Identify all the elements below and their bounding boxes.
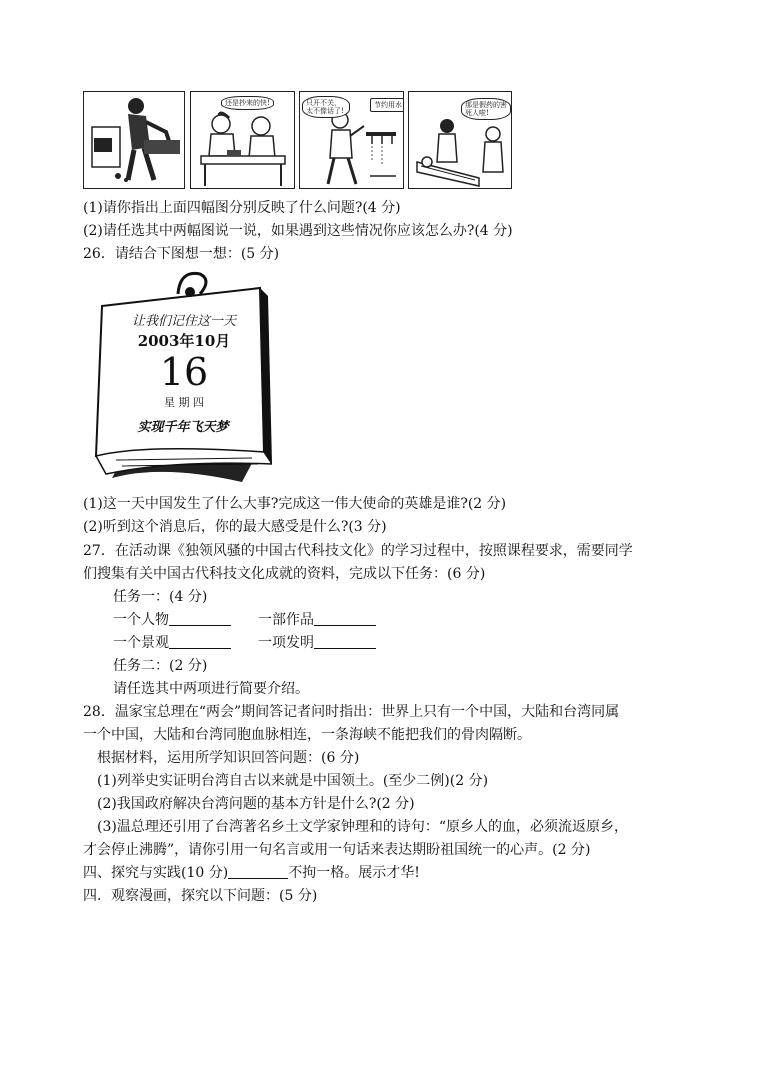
section-4-suffix: 不拘一格。展示才华! bbox=[288, 865, 420, 881]
person-blank[interactable] bbox=[169, 611, 231, 626]
speech-bubble: 那是假药的害死人啦! bbox=[461, 98, 511, 120]
q28-line-1: 28．温家宝总理在“两会”期间答记者问时指出：世界上只有一个中国，大陆和台湾同属 bbox=[83, 704, 620, 720]
speech-bubble: 只开不关，太不像话了! bbox=[302, 96, 350, 118]
q27-row-1 bbox=[113, 610, 231, 630]
q28-line-3: 根据材料，运用所学知识回答问题：(6 分) bbox=[97, 750, 360, 766]
q27-line-2: 们搜集有关中国古代科技文化成就的资料，完成以下任务：(6 分) bbox=[83, 566, 486, 582]
section-4-blank[interactable] bbox=[228, 864, 288, 879]
comic-panel-2 bbox=[190, 91, 295, 189]
calendar-slogan: 实现千年飞天梦 bbox=[137, 420, 229, 435]
comic-litter-illustration bbox=[84, 92, 184, 188]
q-observe-comic: 四．观察漫画，探究以下问题：(5 分) bbox=[83, 888, 318, 904]
calendar-illustration bbox=[82, 268, 272, 490]
q27-task-1: 任务一：(4 分) bbox=[113, 589, 208, 605]
q28-item-1: (1)列举史实证明台湾自古以来就是中国领土。(至少二例)(2 分) bbox=[97, 773, 489, 789]
q27-row-1b bbox=[258, 610, 376, 630]
calendar-day: 16 bbox=[159, 350, 209, 394]
q26-title: 26．请结合下图想一想：(5 分) bbox=[83, 246, 280, 262]
q27-task-2-desc: 请任选其中两项进行简要介绍。 bbox=[113, 681, 309, 697]
section-4-prefix: 四、探究与实践(10 分) bbox=[83, 865, 229, 881]
q27-row-2 bbox=[113, 633, 231, 653]
q26-item-2: (2)听到这个消息后，你的最大感受是什么?(3 分) bbox=[83, 519, 387, 535]
q27-task-2: 任务二：(2 分) bbox=[113, 658, 208, 674]
q27-row-2b bbox=[258, 633, 376, 653]
calendar-month: 2003年10月 bbox=[137, 332, 231, 350]
section-4-heading bbox=[83, 863, 420, 883]
speech-bubble: 还是抄来的快! bbox=[221, 96, 274, 110]
invention-blank[interactable] bbox=[314, 634, 376, 649]
person-label: 一个人物 bbox=[113, 612, 169, 628]
calendar-header: 让我们记住这一天 bbox=[131, 314, 236, 329]
comic-panel-4 bbox=[408, 91, 512, 189]
q25-item-2: (2)请任选其中两幅图说一说，如果遇到这些情况你应该怎么办?(4 分) bbox=[83, 223, 513, 239]
comic-panel-3 bbox=[299, 91, 404, 189]
q28-item-3a: (3)温总理还引用了台湾著名乡土文学家钟理和的诗句：“原乡人的血，必须流返原乡， bbox=[97, 819, 628, 835]
calendar-weekday: 星 期 四 bbox=[164, 396, 204, 409]
landscape-blank[interactable] bbox=[169, 634, 231, 649]
work-label: 一部作品 bbox=[258, 612, 314, 628]
q28-item-2: (2)我国政府解决台湾问题的基本方针是什么?(2 分) bbox=[97, 796, 415, 812]
q27-line-1: 27．在活动课《独领风骚的中国古代科技文化》的学习过程中，按照课程要求，需要同学 bbox=[83, 543, 633, 559]
q28-line-2: 一个中国，大陆和台湾同胞血脉相连，一条海峡不能把我们的骨肉隔断。 bbox=[83, 727, 531, 743]
invention-label: 一项发明 bbox=[258, 635, 314, 651]
comic-panel-1 bbox=[83, 91, 185, 189]
q28-item-3b: 才会停止沸腾”，请你引用一句名言或用一句话来表达期盼祖国统一的心声。(2 分) bbox=[83, 842, 591, 858]
q25-item-1: (1)请你指出上面四幅图分别反映了什么问题?(4 分) bbox=[83, 200, 401, 216]
water-saving-sign: 节约用水 bbox=[370, 98, 404, 112]
work-blank[interactable] bbox=[314, 611, 376, 626]
q26-item-1: (1)这一天中国发生了什么大事?完成这一伟大使命的英雄是谁?(2 分) bbox=[83, 496, 507, 512]
landscape-label: 一个景观 bbox=[113, 635, 169, 651]
